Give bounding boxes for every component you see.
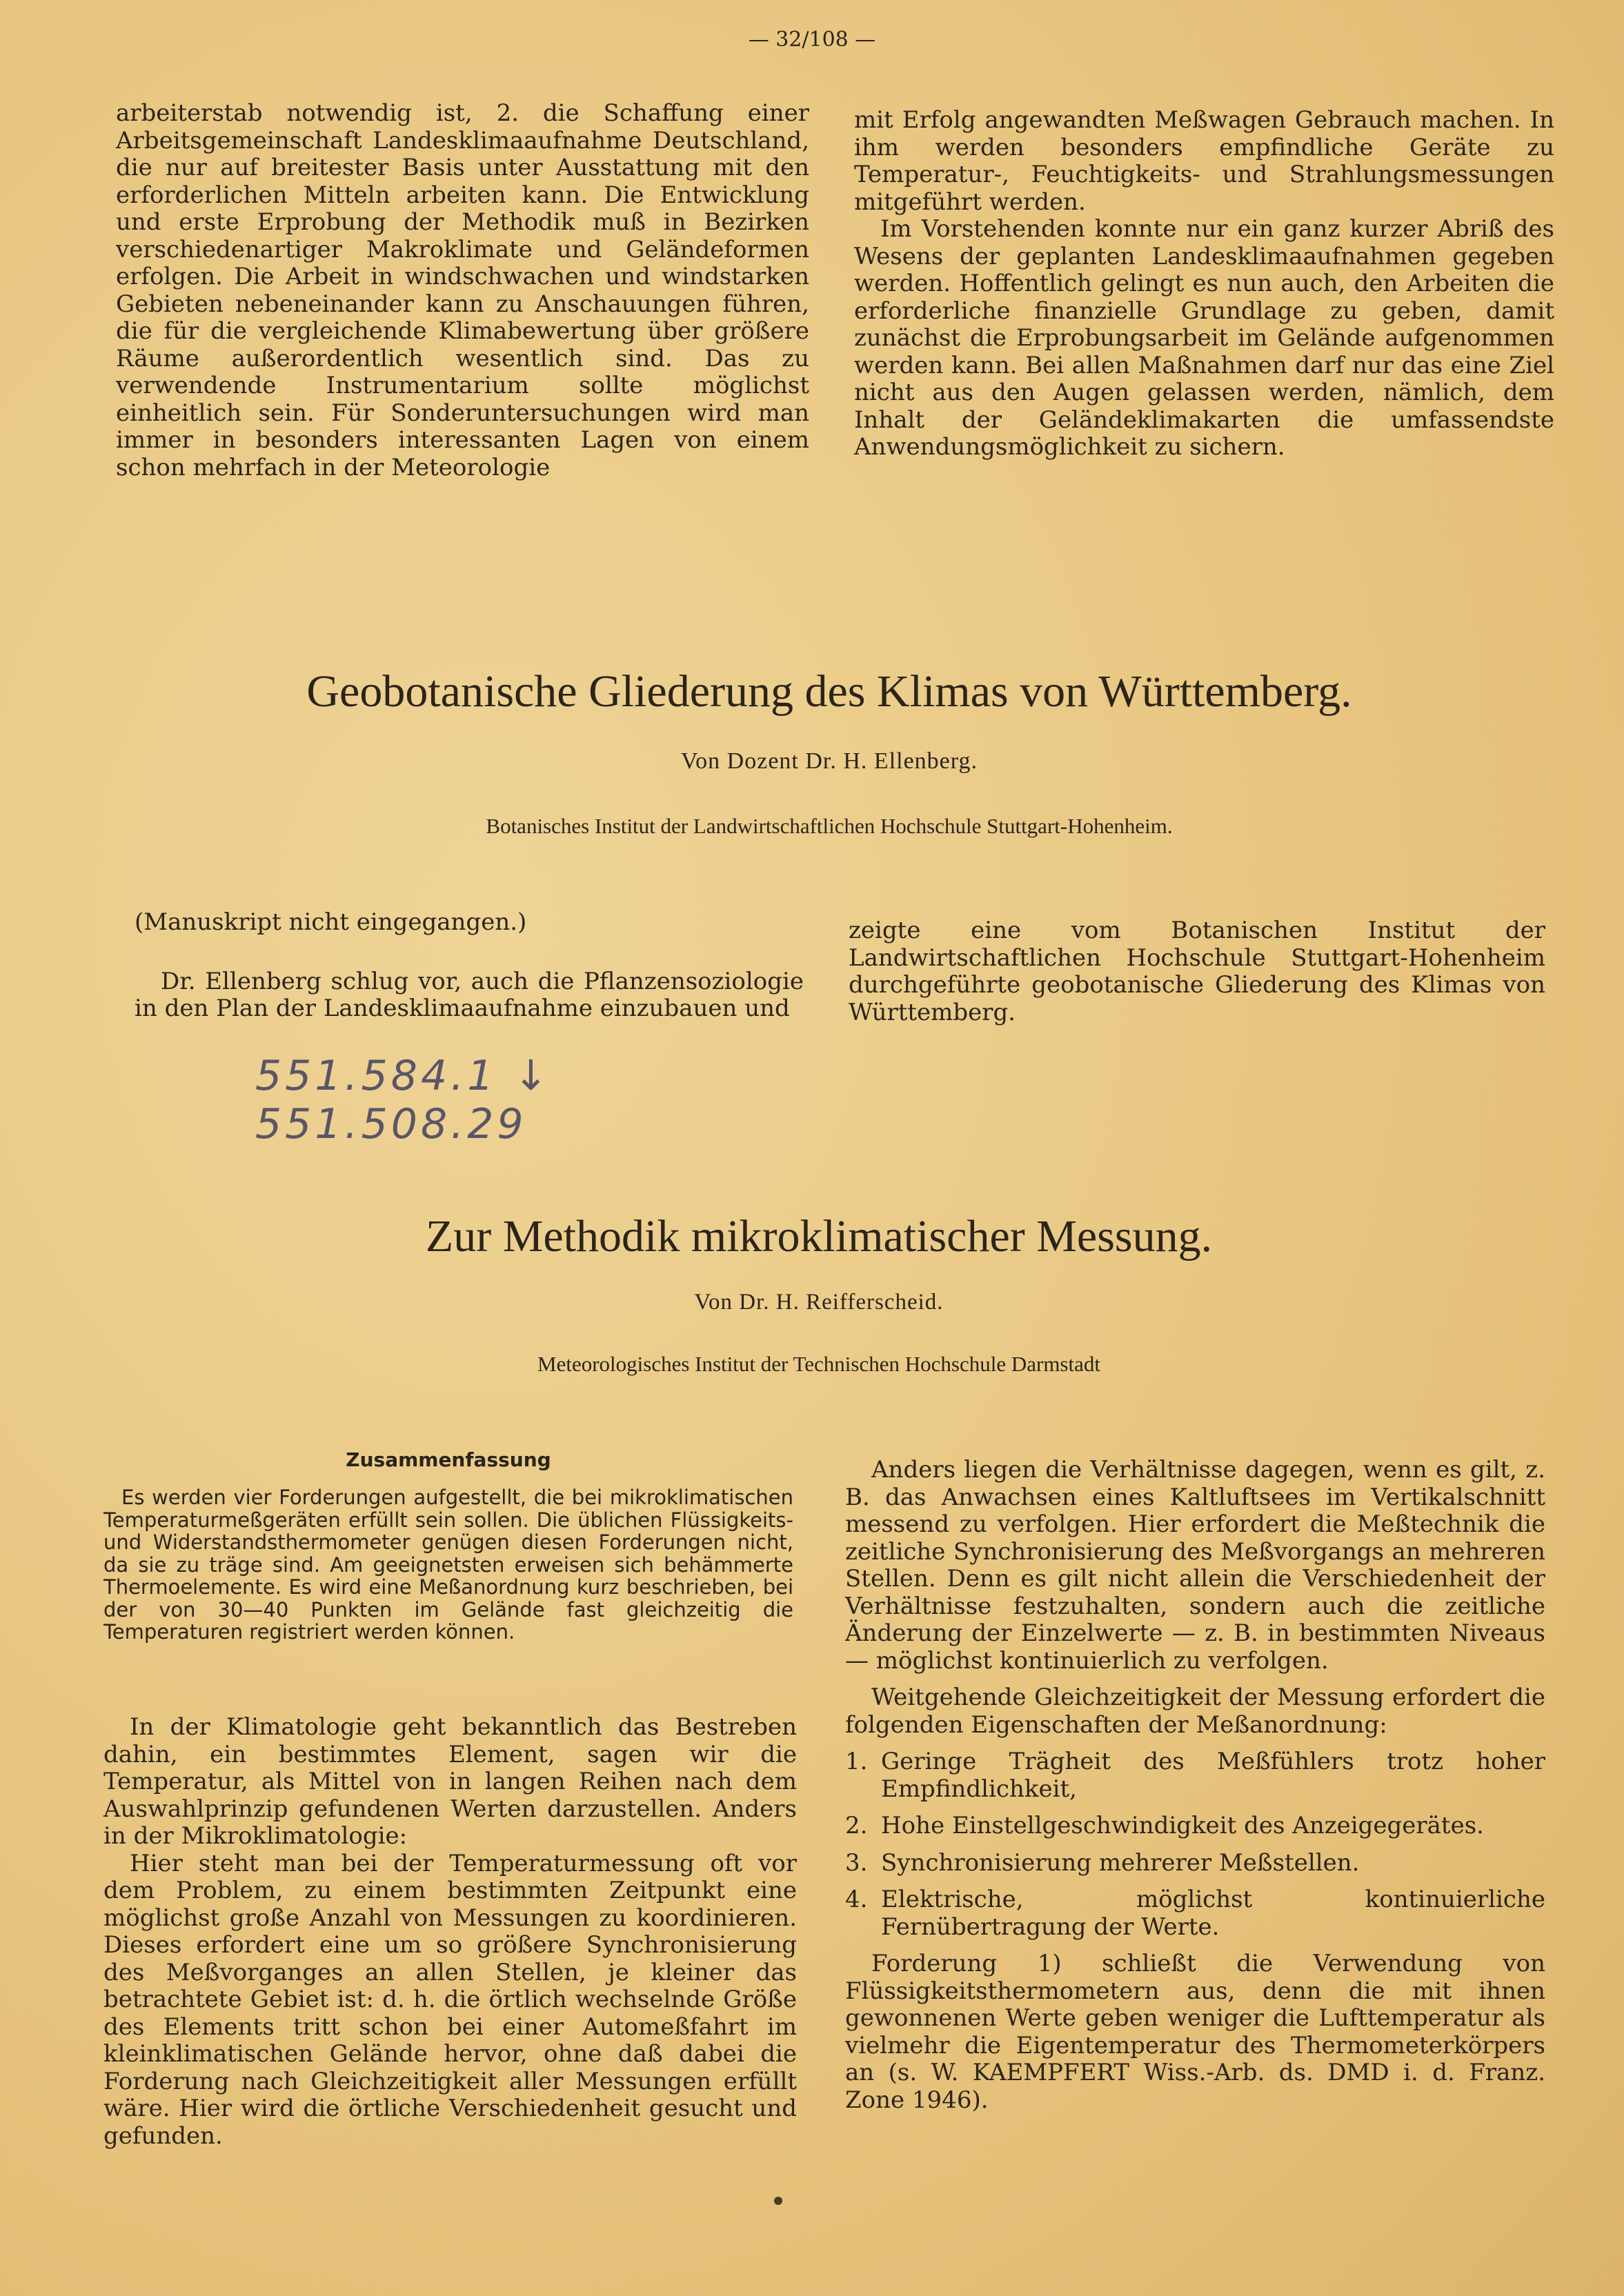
article2-title: Zur Methodik mikroklimatischer Messung. xyxy=(425,1211,1213,1261)
top-right-column xyxy=(854,107,1554,461)
article2-left-column xyxy=(103,1714,797,2150)
handwritten-line: 551.584.1 ↓ xyxy=(255,1052,552,1100)
list-item: 3. Synchronisierung mehrerer Meßstellen. xyxy=(845,1848,1360,1877)
paragraph: Dr. Ellenberg schlug vor, auch die Pflanzensoziologie in den Plan der Landesklimaaufnahme einzubauen und xyxy=(135,967,804,1022)
page-number: — 32/108 — xyxy=(748,28,876,52)
paragraph: Im Vorstehenden konnte nur ein ganz kurzer Abriß des Wesens der geplanten Landesklimaaufnahmen gegeben werden. Hoffentlich gelingt es nun auch, den Arbeiten die erforderliche finanzielle Grundlage zu geben, damit zunächst die Erprobungsarbeit im Gelände aufgenommen werden kann. Bei allen Maßnahmen darf nur das eine Ziel nicht aus den Augen gelassen werden, nämlich, dem Inhalt der Geländeklimakarten die umfassendste Anwendungsmöglichkeit zu sichern. xyxy=(854,215,1554,461)
paragraph: Weitgehende Gleichzeitigkeit der Messung erfordert die folgenden Eigenschaften der Meßanordnung: xyxy=(845,1684,1545,1739)
paragraph: arbeiterstab notwendig ist, 2. die Schaffung einer Arbeitsgemeinschaft Landesklimaaufnahme Deutschland, die nur auf breitester Basis unter Ausstattung mit den erforderlichen Mitteln arbeiten kann. Die Entwicklung und erste Erprobung der Methodik muß in Bezirken verschiedenartiger Makroklimate und Geländeformen erfolgen. Die Arbeit in windschwachen und windstarken Gebieten nebeneinander kann zu Anschauungen führen, die für die vergleichende Klimabewertung über größere Räume außerordentlich wesentlich sind. Das zu verwendende Instrumentarium sollte möglichst einheitlich sein. Für Sonderuntersuchungen wird man immer in besonders interessanten Lagen von einem schon mehrfach in der Meteorologie xyxy=(116,99,809,481)
paragraph: Es werden vier Forderungen aufgestellt, die bei mikroklimatischen Temperaturmeßgeräten erfüllt sein sollen. Die üblichen Flüssigkeits- und Widerstandsthermometer genügen diesen Forderungen nicht, da sie zu träge sind. Am geeignetsten erweisen sich behämmerte Thermoelemente. Es wird eine Meßanordnung kurz beschrieben, bei der von 30—40 Punkten im Gelände fast gleichzeitig die Temperaturen registriert werden können. xyxy=(103,1486,793,1644)
paragraph: In der Klimatologie geht bekanntlich das Bestreben dahin, ein bestimmtes Element, sagen wir die Temperatur, als Mittel von in langen Reihen nach dem Auswahlprinzip gefundenen Werten darzustellen. Anders in der Mikroklimatologie: xyxy=(103,1713,797,1850)
paragraph: mit Erfolg angewandten Meßwagen Gebrauch machen. In ihm werden besonders empfindliche Geräte zu Temperatur-, Feuchtigkeits- und Strahlungsmessungen mitgeführt werden. xyxy=(854,106,1554,216)
summary-heading: Zusammenfassung xyxy=(346,1448,551,1471)
article1-title: Geobotanische Gliederung des Klimas von Württemberg. xyxy=(306,666,1352,717)
article2-right-column xyxy=(845,1457,1545,2114)
top-left-column xyxy=(116,100,809,481)
list-item: 1. Geringe Trägheit des Meßfühlers trotz hoher Empfindlichkeit, xyxy=(845,1748,1545,1803)
paragraph: Hier steht man bei der Temperaturmessung oft vor dem Problem, zu einem bestimmten Zeitpunkt eine möglichst große Anzahl von Messungen zu koordinieren. Dieses erfordert eine um so größere Synchronisierung des Meßvorganges an allen Stellen, je kleiner das betrachtete Gebiet ist: d. h. die örtlich wechselnde Größe des Elements tritt schon bei einer Automeßfahrt im kleinklimatischen Gelände hervor, ohne daß dabei die Forderung nach Gleichzeitigkeit aller Messungen erfüllt wäre. Hier wird die örtliche Verschiedenheit gesucht und gefunden. xyxy=(103,1849,797,2150)
article2-author: Von Dr. H. Reifferscheid. xyxy=(694,1290,944,1315)
article1-left-column xyxy=(135,909,804,1023)
note: (Manuskript nicht eingegangen.) xyxy=(135,908,527,936)
paragraph: Anders liegen die Verhältnisse dagegen, wenn es gilt, z. B. das Anwachsen eines Kaltluftsees im Vertikalschnitt messend zu verfolgen. Hier erfordert die Meßtechnik die zeitliche Synchronisierung des Meßvorgangs an mehreren Stellen. Denn es gilt nicht allein die Verschiedenheit der Verhältnisse festzuhalten, sondern auch die zeitliche Änderung der Einzelwerte — z. B. in bestimmten Niveaus — möglichst kontinuierlich zu verfolgen. xyxy=(845,1456,1545,1675)
article2-institute: Meteorologisches Institut der Technischen Hochschule Darmstadt xyxy=(537,1352,1100,1376)
summary-text xyxy=(103,1486,793,1644)
handwritten-line: 551.508.29 xyxy=(255,1100,527,1148)
ink-spot xyxy=(774,2197,782,2205)
paragraph: Forderung 1) schließt die Verwendung von Flüssigkeitsthermometern aus, denn die mit ihnen gewonnenen Werte geben weniger die Lufttemperatur als vielmehr die Eigentemperatur des Thermometerkörpers an (s. W. KAEMPFERT Wiss.-Arb. ds. DMD i. d. Franz. Zone 1946). xyxy=(845,1950,1545,2114)
handwritten-classification xyxy=(255,1052,552,1148)
article1-author: Von Dozent Dr. H. Ellenberg. xyxy=(681,748,978,774)
list-item: 4. Elektrische, möglichst kontinuierliche Fernübertragung der Werte. xyxy=(845,1886,1545,1941)
article1-institute: Botanisches Institut der Landwirtschaftlichen Hochschule Stuttgart-Hohenheim. xyxy=(486,814,1173,838)
article1-right-column xyxy=(849,917,1545,1026)
paragraph: zeigte eine vom Botanischen Institut der Landwirtschaftlichen Hochschule Stuttgart-Hohenheim durchgeführte geobotanische Gliederung des Klimas von Württemberg. xyxy=(849,917,1545,1026)
list-item: 2. Hohe Einstellgeschwindigkeit des Anzeigegerätes. xyxy=(845,1812,1484,1839)
